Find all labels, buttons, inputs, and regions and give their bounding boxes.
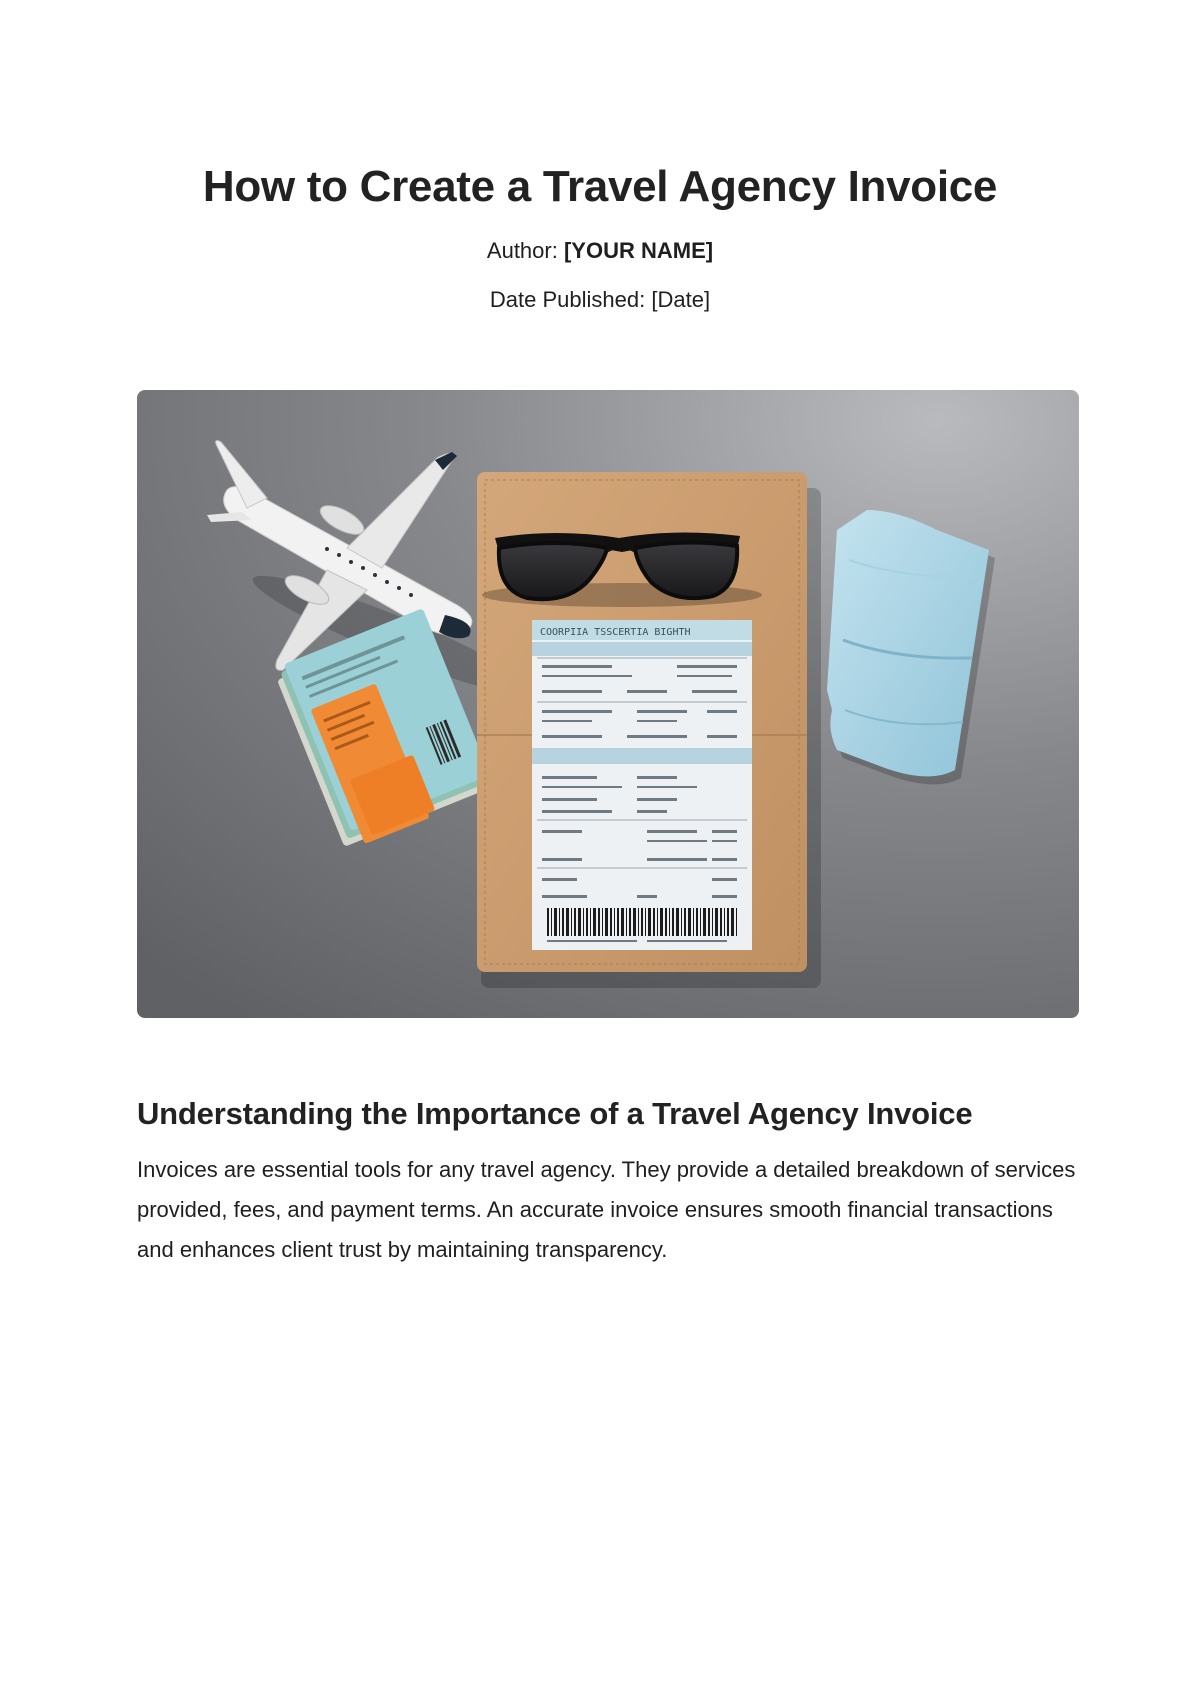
travel-flatlay-image [137, 390, 1079, 1018]
date-label: Date Published: [489, 287, 646, 312]
date-value: [Date] [651, 287, 711, 312]
author-line [0, 238, 1200, 264]
author-name: [YOUR NAME] [563, 238, 714, 263]
invoice-paper [532, 620, 752, 950]
section-paragraph: Invoices are essential tools for any travel agency. They provide a detailed breakdown of services provided, fees, and payment terms. An accurate invoice ensures smooth financial transactions and enhances client trust by maintaining transparency. [137, 1157, 1076, 1262]
svg-text:COORPIIA TSSCERTIA BIGHTH: COORPIIA TSSCERTIA BIGHTH [540, 627, 691, 638]
page-title: How to Create a Travel Agency Invoice [202, 162, 998, 211]
date-line [0, 287, 1200, 313]
section-heading: Understanding the Importance of a Travel Agency Invoice [137, 1096, 973, 1131]
author-label: Author: [486, 238, 558, 263]
